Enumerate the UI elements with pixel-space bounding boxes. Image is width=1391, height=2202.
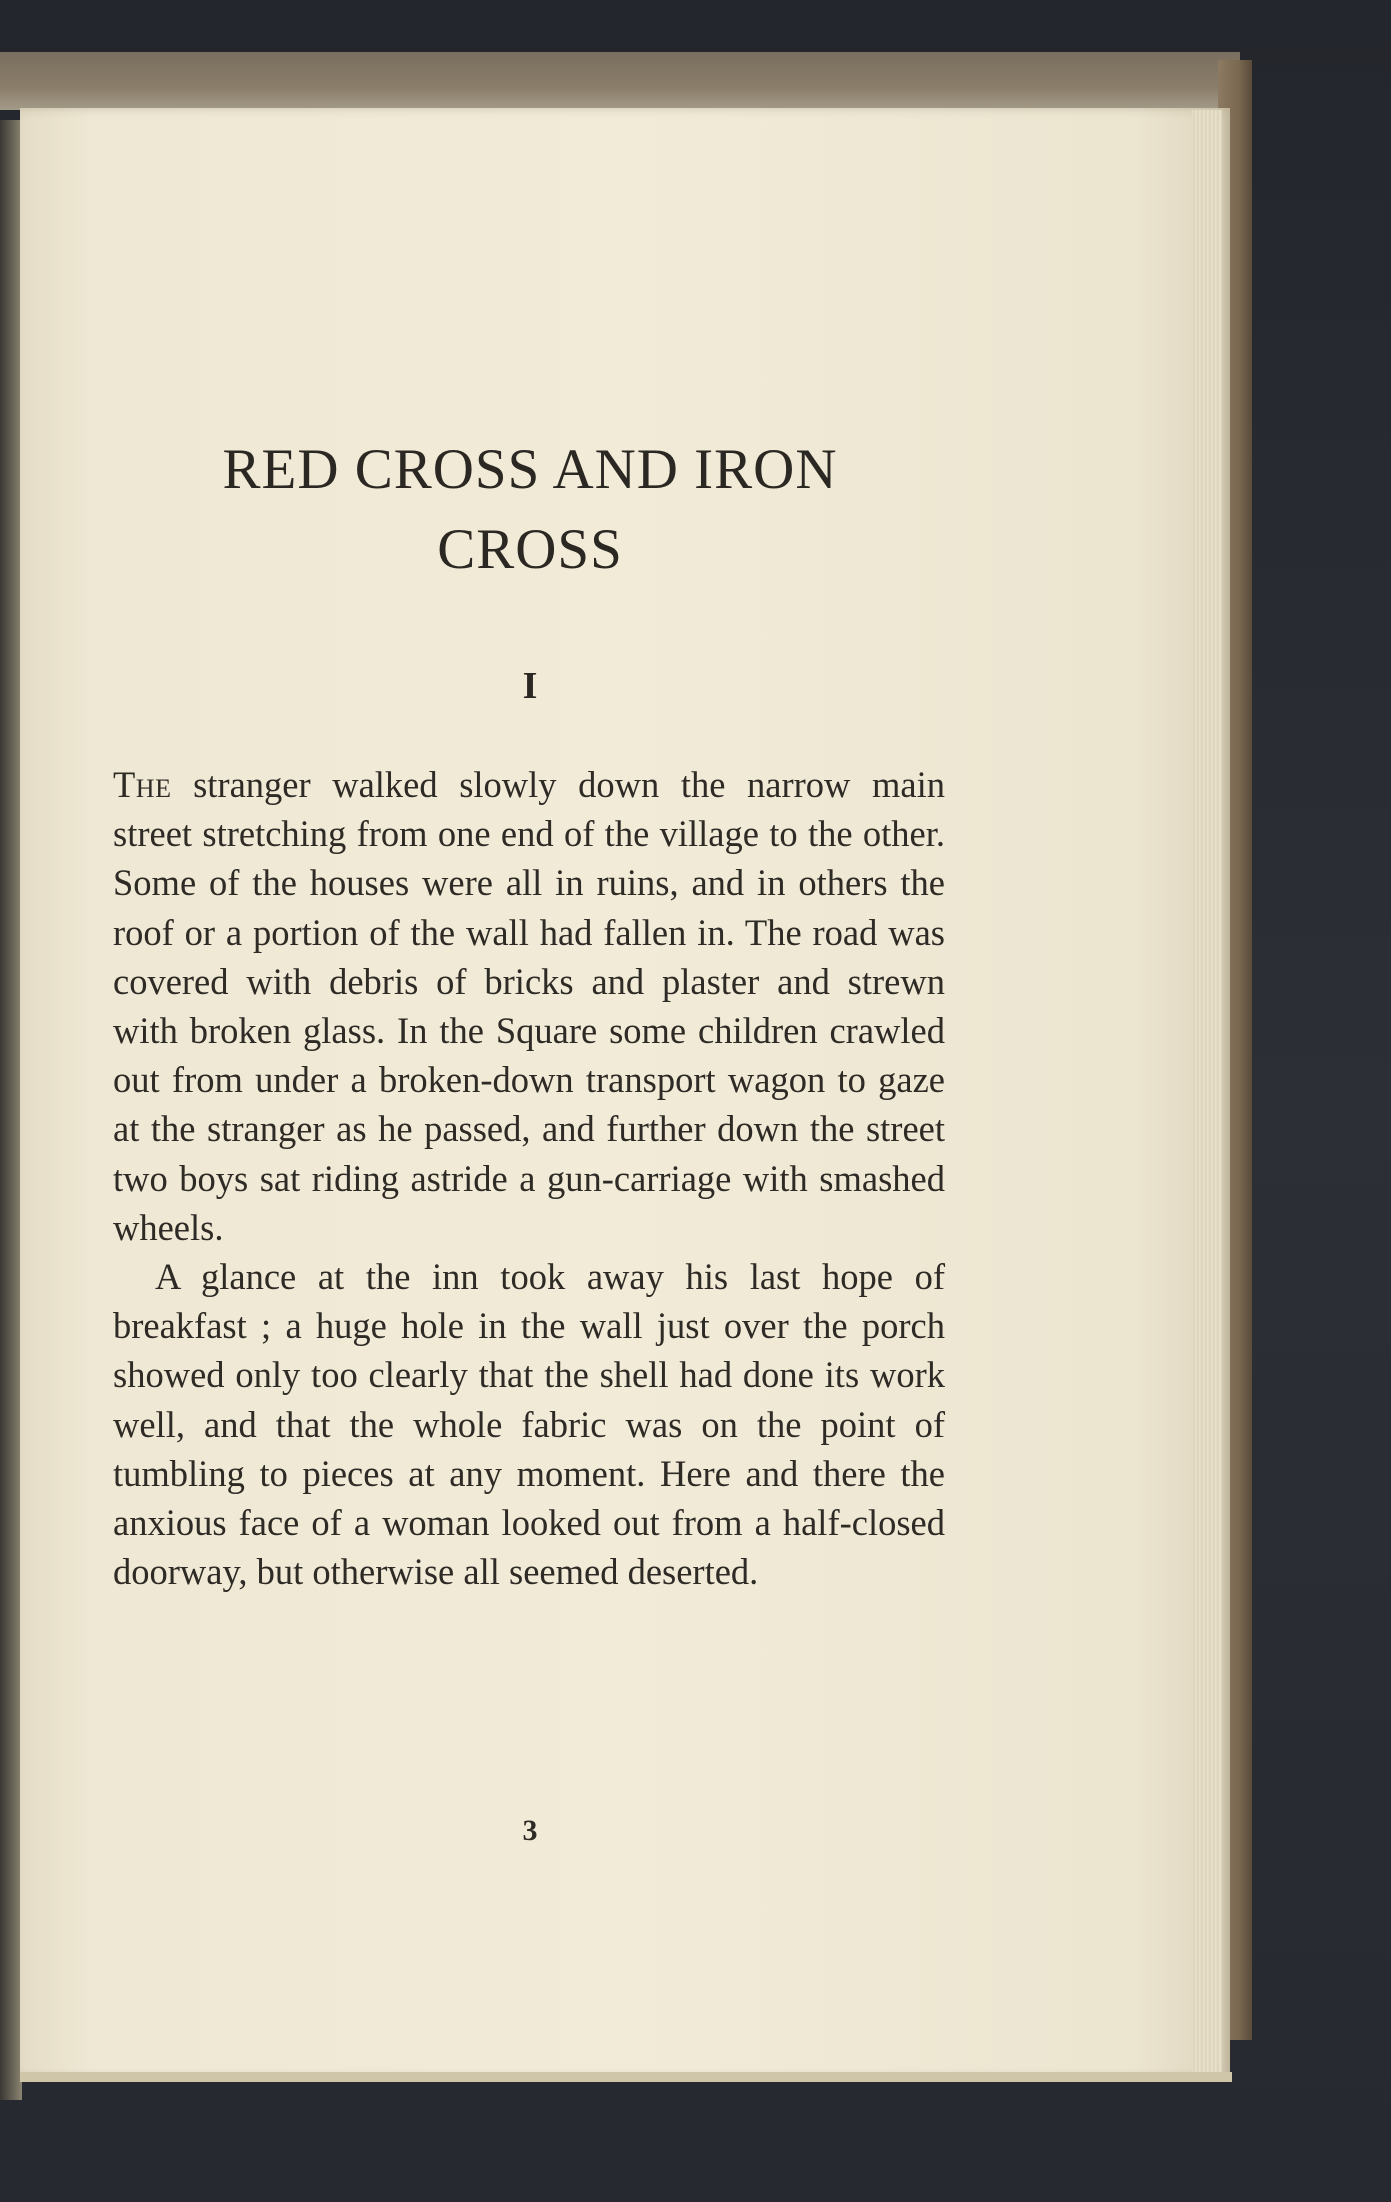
- chapter-title: [110, 430, 950, 590]
- section-numeral: I: [522, 665, 538, 707]
- chapter-title-line-2: CROSS: [437, 518, 623, 581]
- chapter-title-line-1: RED CROSS AND IRON: [222, 438, 838, 501]
- paragraph: A glance at the inn took away his last hope of breakfast ; a huge hole in the wall just over the porch showed only too clearly that the shell had done its work well, and that the whole fabric was on the point of tumbling to pieces at any moment. Here and there the anxious face of a woman looked out from a half-closed doorway, but otherwise all seemed deserted.: [113, 1256, 945, 1593]
- paragraph-text: stranger walked slowly down the narrow main street stretching from one end of the village to the other. Some of the houses were all in ruins, and in others the roof or a portion of the wall had fallen in. The road was covered with debris of bricks and plaster and strewn with broken glass. In the Square some children crawled out from under a broken-down transport wagon to gaze at the stranger as he passed, and further down the street two boys sat riding astride a gun-carriage with smashed wheels.: [113, 764, 945, 1248]
- paragraph-lead-word: The: [113, 764, 172, 805]
- page-edges: [1192, 110, 1222, 2076]
- page-number: 3: [522, 1814, 538, 1847]
- paragraph: [113, 760, 945, 1252]
- body-text: [113, 760, 945, 1596]
- page-bottom-edge: [20, 2072, 1232, 2082]
- book-cover-top: [0, 52, 1240, 110]
- book-cover-left: [0, 120, 22, 2100]
